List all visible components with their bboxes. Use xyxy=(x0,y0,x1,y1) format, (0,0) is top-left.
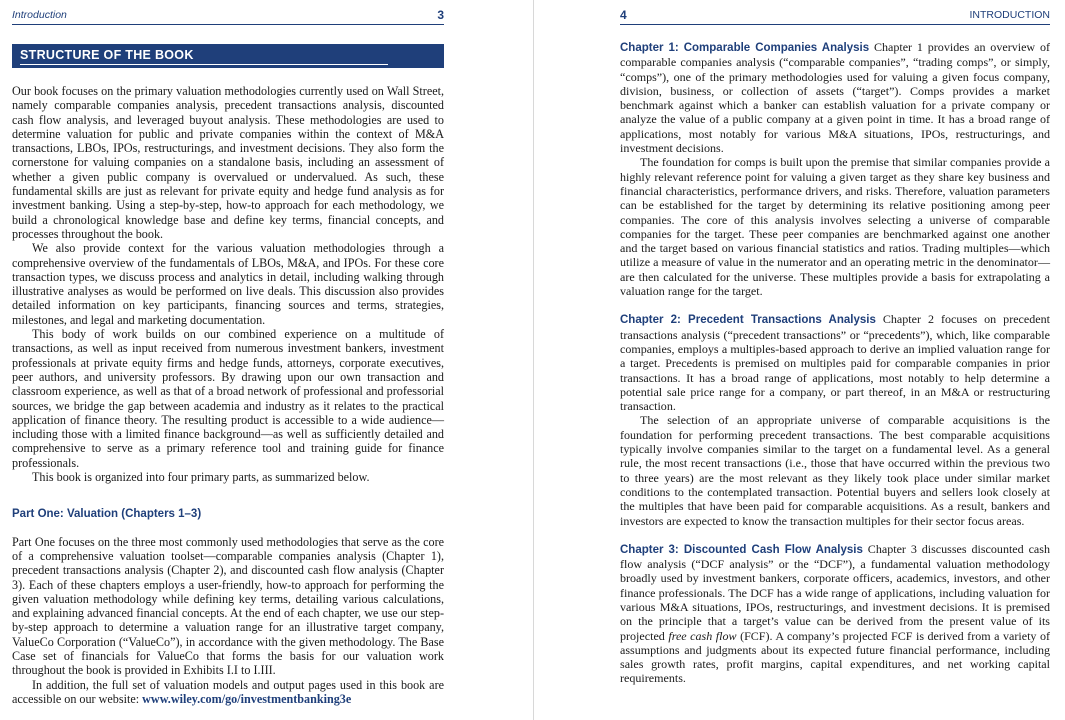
running-header xyxy=(12,8,444,25)
right-body xyxy=(620,40,1050,686)
header-title: Introduction xyxy=(12,9,67,21)
body-paragraph: Our book focuses on the primary valuation methodologies currently used on Wall Street, namely comparable companies analysis, precedent transactions analysis, discounted cash flow analysis, and leveraged buyout analysis. These methodologies are used to determine valuation for public and private companies within the context of M&A transactions, LBOs, IPOs, restructurings, and investment decisions. They also form the cornerstone for valuing companies on a standalone basis, including an assessment of whether a given public company is overvalued or undervalued. As such, these fundamental skills are just as relevant for private equity and hedge fund analysis as for investment banking. Using a step-by-step, how-to approach for each methodology, we build a chronological knowledge base and define key terms, financial concepts, and processes throughout the book. xyxy=(12,84,444,241)
section-banner xyxy=(12,44,444,68)
body-paragraph: The foundation for comps is built upon the premise that similar companies provide a highly relevant reference point for valuing a given target as they share key business and financial characteristics, performance drivers, and risks. Therefore, valuation parameters can be established for the target by determining its relative positioning among peer companies. The core of this analysis involves selecting a universe of comparable companies for the target. These peer companies are benchmarked against one another and the target based on various financial statistics and ratios. Trading multiples—which utilize a measure of value in the numerator and an operating metric in the denominator—are then calculated for the universe. These multiples provide a basis for extrapolating a valuation range for the target. xyxy=(620,155,1050,299)
paragraph-text: Chapter 2 focuses on precedent transactions analysis (“precedent transactions” or “precedents”), which, like comparable companies, employs a multiples-based approach to derive an implied valuation range for a target. Precedents is premised on multiples paid for comparable companies in prior transactions. It has a broad range of applications, most notably to help determine a potential sale price range for a company, or part thereof, in an M&A or restructuring transaction. xyxy=(620,312,1050,414)
chapter-2-paragraph xyxy=(620,312,1050,413)
body-paragraph: This book is organized into four primary parts, as summarized below. xyxy=(32,470,370,485)
paragraph-text: Chapter 1 provides an overview of comparable companies analysis (“comparable companies”, “trading comps”, or simply, “comps”), one of the primary methodologies used for valuing a given focus company, division, business, or collection of assets (“target”). Comps provides a market benchmark against which a banker can establish valuation for a private company or analyze the value of a public company at a given point in time. It has a broad range of applications, most notably for various M&A situations, IPOs, restructurings, and investment decisions. xyxy=(620,40,1051,156)
page-number: 3 xyxy=(437,8,444,22)
banner-rule xyxy=(20,64,388,65)
chapter-3-paragraph xyxy=(620,542,1050,686)
body-paragraph: We also provide context for the various valuation methodologies through a comprehensive overview of the fundamentals of LBOs, M&A, and IPOs. For these core transaction types, we discuss process and analytics in detail, including walking through illustrative analyses as would be performed on live deals. This discussion also provides detailed information on key participants, financing sources and terms, strategies, milestones, and legal and marketing documentation. xyxy=(12,241,444,327)
left-body xyxy=(12,84,444,706)
website-intro: In addition, the full set of valuation models and output pages used in this book are accessible on our website: xyxy=(12,677,444,706)
paragraph-text: (FCF). A company’s projected FCF is derived from a variety of assumptions and judgments about its expected future financial performance, including sales growth rates, profit margins, capital expenditures, and net working capital requirements. xyxy=(620,628,1051,686)
banner-title: STRUCTURE OF THE BOOK xyxy=(20,48,194,62)
body-paragraph: The selection of an appropriate universe of comparable acquisitions is the foundation for performing precedent transactions. The best comparable acquisitions typically involve companies similar to the target on a fundamental level. As a general rule, the most recent transactions (i.e., those that have occurred within the previous two to three years) are the most relevant as they likely took place under similar market conditions to the contemplated transaction. Potential buyers and sellers look closely at the multiples that have been paid for comparable acquisitions. As a result, bankers and investors are expected to know the transaction multiples for their sector focus areas. xyxy=(620,413,1050,528)
chapter-heading: Chapter 2: Precedent Transactions Analysis xyxy=(620,314,876,327)
chapter-1-paragraph xyxy=(620,40,1050,155)
chapter-heading: Chapter 3: Discounted Cash Flow Analysis xyxy=(620,543,863,556)
running-header xyxy=(620,8,1050,25)
section-heading: Part One: Valuation (Chapters 1–3) xyxy=(12,508,202,521)
website-link[interactable]: www.wiley.com/go/investmentbanking3e xyxy=(142,691,352,706)
right-page xyxy=(535,0,1065,720)
page-number: 4 xyxy=(620,8,627,22)
body-paragraph xyxy=(12,678,444,707)
body-paragraph: This body of work builds on our combined experience on a multitude of transactions, as well as input received from numerous investment bankers, investment professionals at private equity firms and hedge funds, attorneys, corporate executives, peer authors, and university professors. By drawing upon our own transaction and classroom experience, as well as that of a broad network of professional and professorial sources, we bridge the gap between academia and industry as it relates to the practical application of finance theory. The resulting product is accessible to a wide audience—including those with a limited finance background—as well as sufficiently detailed and comprehensive to serve as a primary reference tool and training guide for finance professionals. xyxy=(12,327,444,470)
italic-term: free cash flow xyxy=(668,628,737,643)
body-paragraph: Part One focuses on the three most commonly used methodologies that serve as the core of a comprehensive valuation toolset—comparable companies analysis (Chapter 1), precedent transactions analysis (Chapter 2), and discounted cash flow analysis (Chapter 3). Each of these chapters employs a user-friendly, how-to approach for performing the given valuation methodology while defining key terms, detailing various calculations, and explaining advanced financial concepts. At the end of each chapter, we use our step-by-step approach to determine a valuation range for an illustrative target company, ValueCo Corporation (“ValueCo”), in accordance with the given methodology. The Base Case set of financials for ValueCo that forms the basis for our valuation work throughout the book is provided in Exhibits I.I to I.III. xyxy=(12,534,444,678)
paragraph-text: Chapter 3 discusses discounted cash flow analysis (“DCF analysis” or the “DCF”), a fundamental valuation methodology broadly used by investment bankers, corporate officers, academics, investors, and other finance professionals. The DCF has a wide range of applications, including valuation for various M&A situations, IPOs, restructurings, and investment decisions. It is premised on the principle that a target’s value can be derived from the present value of its projected xyxy=(620,541,1050,643)
chapter-heading: Chapter 1: Comparable Companies Analysis xyxy=(620,42,870,54)
page-gutter xyxy=(533,0,534,720)
header-title: INTRODUCTION xyxy=(969,9,1050,21)
